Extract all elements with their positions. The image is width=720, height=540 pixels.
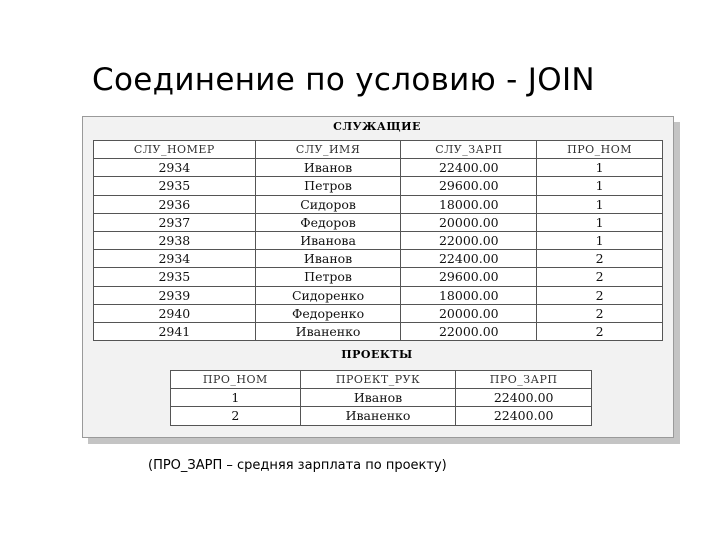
employees-row-cell: Федоров [255,213,401,231]
employees-row-cell: Иванов [255,159,401,177]
employees-row-cell: 29600.00 [401,268,537,286]
employees-row-cell: 22400.00 [401,159,537,177]
employees-row [94,286,663,304]
projects-row-cell: Иванов [300,389,456,407]
employees-row-cell: 1 [537,159,663,177]
projects-row-cell: Иваненко [300,407,456,425]
employees-row-cell: 18000.00 [401,195,537,213]
employees-header-row [94,141,663,159]
employees-row-cell: 2934 [94,250,256,268]
employees-row [94,268,663,286]
employees-row-cell: 1 [537,195,663,213]
employees-row-cell: 2935 [94,268,256,286]
employees-row-cell: 2 [537,304,663,322]
employees-row-cell: 2940 [94,304,256,322]
employees-row-cell: Петров [255,177,401,195]
projects-table [170,370,592,426]
employees-row-cell: 1 [537,232,663,250]
employees-row-cell: 2 [537,268,663,286]
employees-row-cell: Иваненко [255,323,401,341]
employees-row-cell: Сидоренко [255,286,401,304]
employees-row [94,177,663,195]
employees-row [94,232,663,250]
employees-header-cell: ПРО_НОМ [537,141,663,159]
employees-row-cell: 2941 [94,323,256,341]
employees-row-cell: 18000.00 [401,286,537,304]
employees-row [94,213,663,231]
employees-row-cell: Иванова [255,232,401,250]
employees-row-cell: 2 [537,250,663,268]
employees-row-cell: 1 [537,213,663,231]
employees-row-cell: Федоренко [255,304,401,322]
employees-row-cell: 22000.00 [401,232,537,250]
employees-table [93,140,663,341]
employees-header-cell: СЛУ_ЗАРП [401,141,537,159]
employees-row-cell: 2935 [94,177,256,195]
employees-row-cell: 2 [537,286,663,304]
employees-table-caption: СЛУЖАЩИЕ [333,120,421,133]
projects-table-caption: ПРОЕКТЫ [341,348,413,361]
employees-header-cell: СЛУ_НОМЕР [94,141,256,159]
employees-row-cell: 1 [537,177,663,195]
employees-row-cell: 29600.00 [401,177,537,195]
projects-row [171,407,592,425]
employees-row-cell: 2934 [94,159,256,177]
employees-row-cell: 20000.00 [401,213,537,231]
employees-row-cell: Сидоров [255,195,401,213]
employees-row-cell: 2937 [94,213,256,231]
footnote: (ПРО_ЗАРП – средняя зарплата по проекту) [148,458,447,473]
slide-title: Соединение по условию - JOIN [92,62,595,98]
employees-row-cell: 2936 [94,195,256,213]
employees-row-cell: 2939 [94,286,256,304]
projects-row-cell: 22400.00 [456,389,592,407]
employees-row-cell: 22400.00 [401,250,537,268]
projects-header-row [171,371,592,389]
employees-row-cell: 20000.00 [401,304,537,322]
projects-row-cell: 22400.00 [456,407,592,425]
employees-row-cell: 22000.00 [401,323,537,341]
employees-header-cell: СЛУ_ИМЯ [255,141,401,159]
employees-row [94,159,663,177]
projects-header-cell: ПРО_НОМ [171,371,301,389]
projects-header-cell: ПРОЕКТ_РУК [300,371,456,389]
projects-row-cell: 1 [171,389,301,407]
employees-row-cell: 2 [537,323,663,341]
employees-row [94,250,663,268]
employees-row-cell: Петров [255,268,401,286]
employees-row [94,304,663,322]
projects-header-cell: ПРО_ЗАРП [456,371,592,389]
employees-row [94,195,663,213]
employees-row-cell: 2938 [94,232,256,250]
employees-row-cell: Иванов [255,250,401,268]
projects-row-cell: 2 [171,407,301,425]
projects-row [171,389,592,407]
employees-row [94,323,663,341]
